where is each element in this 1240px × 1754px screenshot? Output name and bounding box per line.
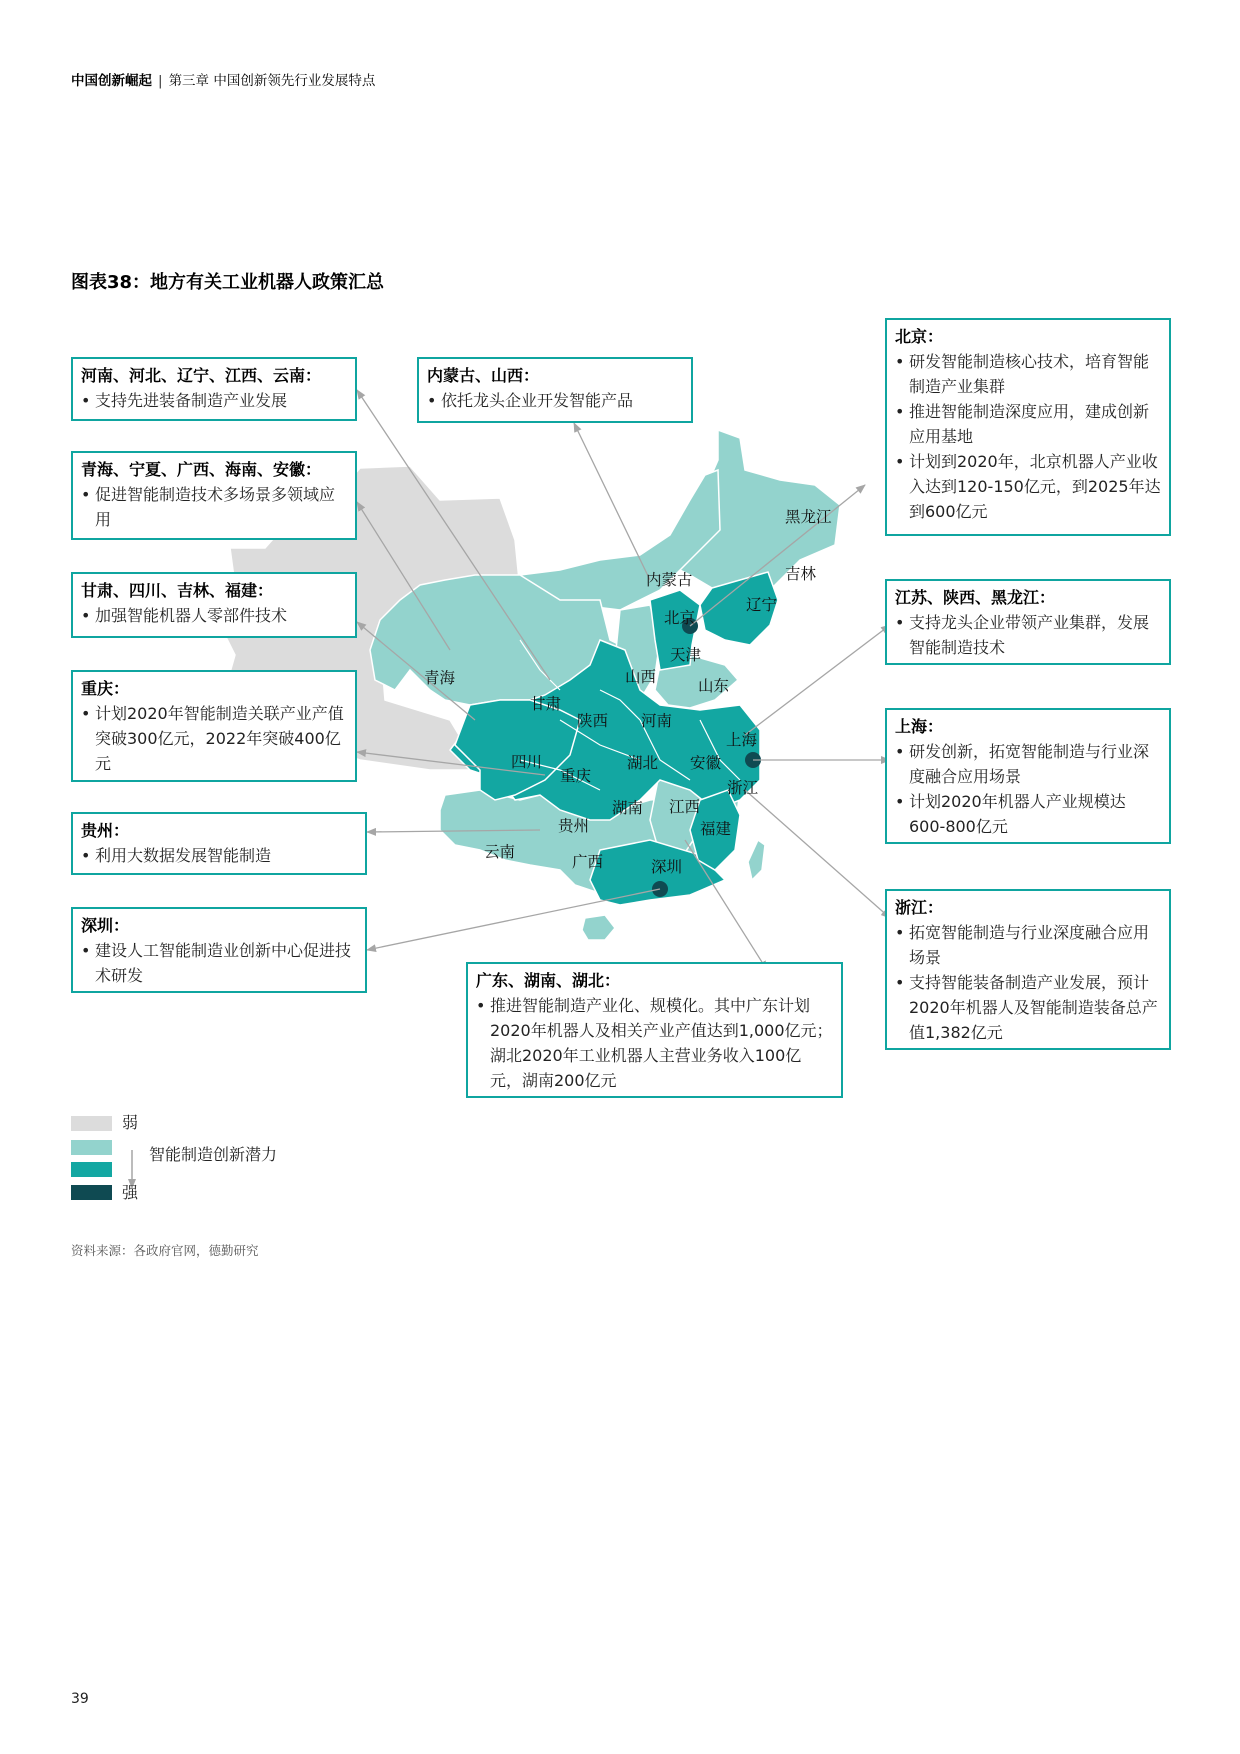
figure-title: 图表38：地方有关工业机器人政策汇总 <box>71 272 385 293</box>
label-neimenggu: 内蒙古 <box>646 571 693 589</box>
box-zhejiang <box>885 889 1171 1050</box>
label-hunan: 湖南 <box>612 799 644 817</box>
box-guangdong-group <box>466 962 843 1098</box>
box-jiangsu-group-title: 江苏、陕西、黑龙江： <box>895 588 1056 607</box>
label-shenzhen: 深圳 <box>651 858 683 876</box>
page-number: 39 <box>71 1691 89 1707</box>
box-chongqing-item: • 计划2020年智能制造关联产业产值突破300亿元，2022年突破400亿元 <box>81 701 347 776</box>
box-gansu-group-item: • 加强智能机器人零部件技术 <box>81 603 347 628</box>
label-anhui: 安徽 <box>690 754 722 772</box>
box-henan-group-item: • 支持先进装备制造产业发展 <box>81 388 347 413</box>
legend-swatch-level3 <box>71 1162 112 1177</box>
legend-strong-label: 强 <box>122 1183 139 1202</box>
label-henan: 河南 <box>641 712 673 730</box>
box-qinghai-group <box>71 451 357 540</box>
box-beijing <box>885 318 1171 536</box>
box-guangdong-group-item: • 推进智能制造产业化、规模化。其中广东计划2020年机器人及相关产业产值达到1,000亿元；湖北2020年工业机器人主营业务收入100亿元，湖南200亿元 <box>476 993 833 1093</box>
box-qinghai-group-item: • 促进智能制造技术多场景多领域应用 <box>81 482 347 532</box>
box-beijing-title: 北京： <box>895 327 944 346</box>
label-hubei: 湖北 <box>627 754 659 772</box>
label-chongqing: 重庆 <box>560 767 592 785</box>
arrow-neimenggu <box>574 423 650 580</box>
box-gansu-group <box>71 572 357 638</box>
box-shenzhen-title: 深圳： <box>81 916 130 935</box>
source-note: 资料来源：各政府官网，德勤研究 <box>71 1243 259 1258</box>
label-guangxi: 广西 <box>572 853 604 871</box>
box-zhejiang-item: • 支持智能装备制造产业发展，预计2020年机器人及智能制造装备总产值1,382亿元 <box>895 970 1161 1045</box>
label-liaoning: 辽宁 <box>746 596 778 614</box>
box-shanghai-item: • 研发创新，拓宽智能制造与行业深度融合应用场景 <box>895 739 1161 789</box>
box-shenzhen-item: • 建设人工智能制造业创新中心促进技术研发 <box>81 938 357 988</box>
label-shaanxi: 陕西 <box>577 712 609 730</box>
box-henan-group-title: 河南、河北、辽宁、江西、云南： <box>81 366 322 385</box>
box-guizhou-title: 贵州： <box>81 821 130 840</box>
legend-swatch-weak <box>71 1116 112 1131</box>
label-sichuan: 四川 <box>511 753 543 771</box>
region-hainan <box>582 915 615 940</box>
box-chongqing-title: 重庆： <box>81 679 130 698</box>
box-qinghai-group-title: 青海、宁夏、广西、海南、安徽： <box>81 460 322 479</box>
label-yunnan: 云南 <box>484 843 516 861</box>
label-gansu: 甘肃 <box>530 695 562 713</box>
box-guangdong-group-title: 广东、湖南、湖北： <box>476 971 621 990</box>
box-neimenggu-title: 内蒙古、山西： <box>427 366 540 385</box>
region-taiwan <box>748 840 765 880</box>
legend-swatch-level2 <box>71 1140 112 1155</box>
box-beijing-item: • 研发智能制造核心技术，培育智能制造产业集群 <box>895 349 1161 399</box>
label-guizhou: 贵州 <box>558 817 590 835</box>
box-neimenggu <box>417 357 693 423</box>
arrow-zhejiang <box>745 790 890 918</box>
label-shandong: 山东 <box>698 677 730 695</box>
box-zhejiang-item: • 拓宽智能制造与行业深度融合应用场景 <box>895 920 1161 970</box>
box-chongqing <box>71 670 357 782</box>
label-shanghai: 上海 <box>726 731 758 749</box>
label-qinghai: 青海 <box>424 669 456 687</box>
box-shenzhen <box>71 907 367 993</box>
box-jiangsu-group-item: • 支持龙头企业带领产业集群，发展智能制造技术 <box>895 610 1161 660</box>
label-jilin: 吉林 <box>785 565 817 583</box>
label-zhejiang: 浙江 <box>727 779 759 797</box>
label-fujian: 福建 <box>700 820 732 838</box>
box-gansu-group-title: 甘肃、四川、吉林、福建： <box>81 581 274 600</box>
box-guizhou <box>71 812 367 875</box>
box-zhejiang-title: 浙江： <box>895 898 944 917</box>
label-jiangxi: 江西 <box>669 798 701 816</box>
arrow-shenzhen <box>367 889 660 950</box>
box-beijing-item: • 推进智能制造深度应用，建成创新应用基地 <box>895 399 1161 449</box>
box-beijing-item: • 计划到2020年，北京机器人产业收入达到120-150亿元，到2025年达到600亿元 <box>895 449 1161 524</box>
label-heilongjiang: 黑龙江 <box>785 508 832 526</box>
box-shanghai-title: 上海： <box>895 717 944 736</box>
box-shanghai-item: • 计划2020年机器人产业规模达600-800亿元 <box>895 789 1161 839</box>
label-beijing: 北京 <box>664 609 696 627</box>
box-shanghai <box>885 708 1171 844</box>
legend-weak-label: 弱 <box>122 1113 139 1132</box>
header-separator: | <box>158 73 163 89</box>
legend-arrow-label: 智能制造创新潜力 <box>149 1145 278 1164</box>
box-neimenggu-item: • 依托龙头企业开发智能产品 <box>427 388 683 413</box>
legend-swatch-strong <box>71 1185 112 1200</box>
box-henan-group <box>71 357 357 421</box>
header-chapter: 第三章 中国创新领先行业发展特点 <box>168 73 376 89</box>
arrow-jiangsu-group <box>745 625 890 735</box>
box-jiangsu-group <box>885 579 1171 665</box>
label-tianjin: 天津 <box>670 646 702 664</box>
label-shanxi: 山西 <box>625 668 657 686</box>
box-guizhou-item: • 利用大数据发展智能制造 <box>81 843 357 868</box>
header-brand: 中国创新崛起 <box>71 73 152 89</box>
